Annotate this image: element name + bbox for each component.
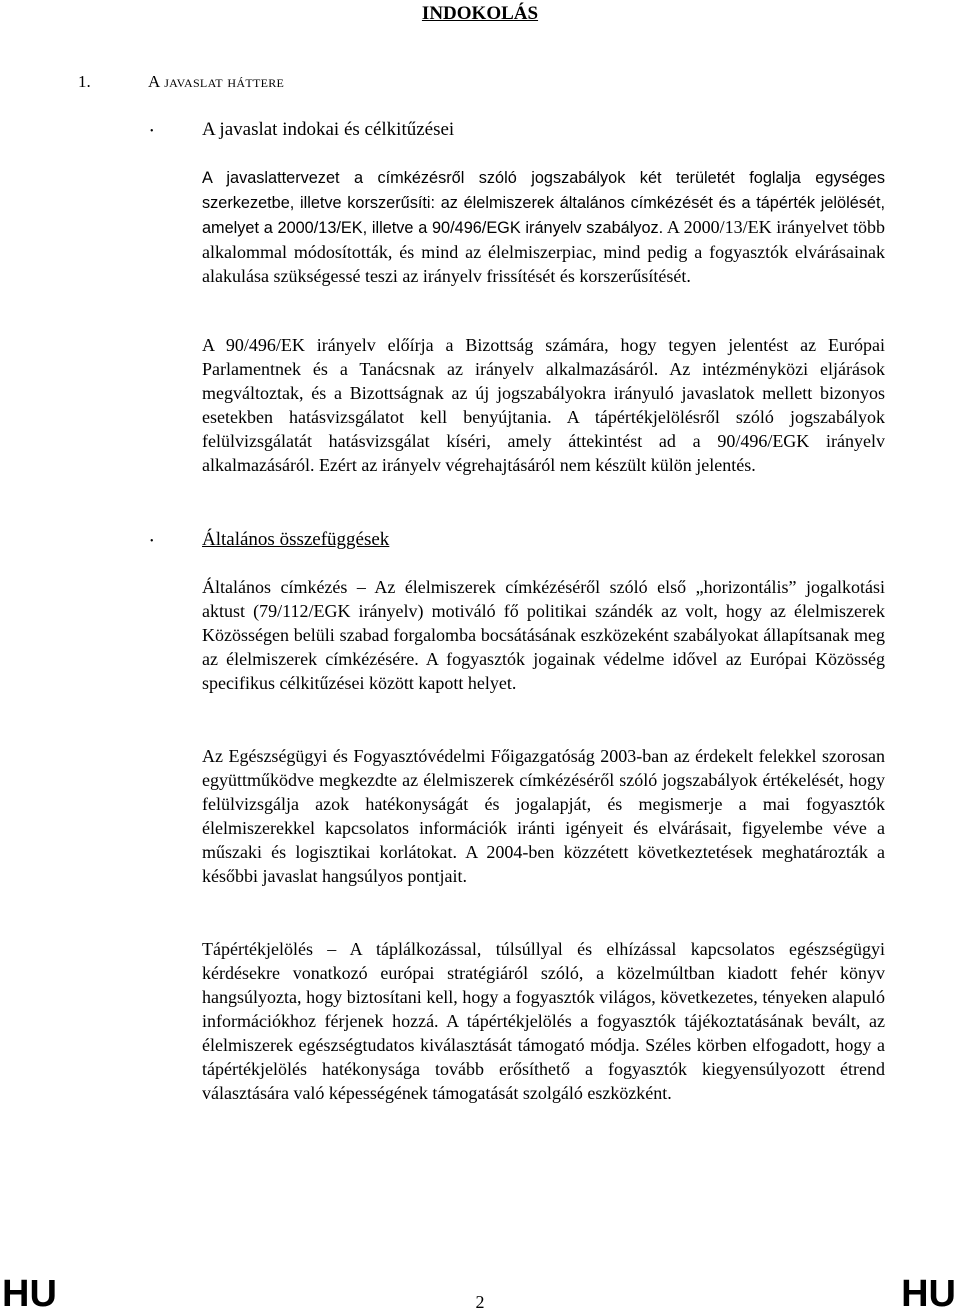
section-label: A javaslat háttere <box>148 72 285 91</box>
section-heading <box>78 70 284 94</box>
paragraph <box>202 165 885 288</box>
bullet-icon: • <box>150 536 154 547</box>
paragraph: Tápértékjelölés – A táplálkozással, túlsúllyal és elhízással kapcsolatos egészségügyi kérdésekre vonatkozó európai stratégiáról szóló, a közelmúltban kiadott fehér könyv hangsúlyozta, hogy biztosítani kell, hogy a fogyasztók világos, következetes, tényeken alapuló információkhoz férjenek hozzá. A tápértékjelölés a fogyasztók tájékoztatásának bevált, az élelmiszerek egészségtudatos kiválasztását támogató módja. Széles körben elfogadott, hogy a tápértékjelölés hatékonysága tovább erősíthető a fogyasztók kiegyensúlyozott étrend választására való képességének támogatását szolgáló eszközként. <box>202 939 885 1103</box>
subsection-heading: Általános összefüggések <box>202 529 390 550</box>
paragraph: Az Egészségügyi és Fogyasztóvédelmi Főigazgatóság 2003-ban az érdekelt felekkel szorosan együttműködve megkezdte az élelmiszerek címkézéséről szóló jogszabályok értékelését, hogy felülvizsgálja azok hatékonyságát és jogalapját, és megismerje a mai fogyasztók élelmiszerekkel kapcsolatos információk iránti igényeit és elvárásait, figyelembe véve a műszaki és logisztikai korlátokat. A 2004-ben közzétett következtetések meghatározták a későbbi javaslat hangsúlyos pontjait. <box>202 746 885 886</box>
paragraph-text-sans: A javaslattervezet a címkézésről szóló jogszabályok két területét foglalja egységes szerkezetbe, illetve korszerűsíti: az élelmiszerek általános címkézését és a tápérték jelölését, amelyet a 2000/13/EK, illetve a 90/496/EGK irányelv szabályoz. <box>202 169 885 237</box>
paragraph: A 90/496/EK irányelv előírja a Bizottság számára, hogy tegyen jelentést az Európai Parlamentnek és a Tanácsnak az irányelv alkalmazásáról. Az intézményközi eljárások megváltoztak, és a Bizottságnak az új jogszabályokra irányuló javaslatok mellett bizonyos esetekben hatásvizsgálatot kell benyújtania. A tápértékjelölésről szóló jogszabályok felülvizsgálatát hatásvizsgálat kíséri, amely áttekintést ad a 90/496/EGK irányelv alkalmazásáról. Ezért az irányelv végrehajtásáról nem készült külön jelentés. <box>202 335 885 475</box>
paragraph: Általános címkézés – Az élelmiszerek címkézéséről szóló első „horizontális” jogalkotási aktust (79/112/EGK irányelv) motiváló fő politikai szándék az volt, hogy az élelmiszerek Közösségen belüli szabad forgalomba bocsátásának eszközeként szabályokat állapítsanak meg az élelmiszerek címkézésére. A fogyasztók jogainak védelme idővel az Európai Közösség specifikus célkitűzései között kapott helyet. <box>202 577 885 693</box>
subsection-heading: A javaslat indokai és célkitűzései <box>202 119 455 140</box>
footer-language-left: HU <box>2 1273 57 1315</box>
bullet-icon: • <box>150 126 154 137</box>
paragraph-text: A 2000/13/EK irányelvet több alkalommal módosították, és mind az élelmiszerpiac, mind pedig a fogyasztók elvárásainak alakulása szükségessé teszi az irányelv frissítését és korszerűsítését. <box>202 217 885 286</box>
page-number: 2 <box>475 1292 485 1312</box>
document-title: INDOKOLÁS <box>421 3 539 24</box>
section-number: 1. <box>78 72 91 91</box>
footer-language-right: HU <box>901 1273 956 1315</box>
